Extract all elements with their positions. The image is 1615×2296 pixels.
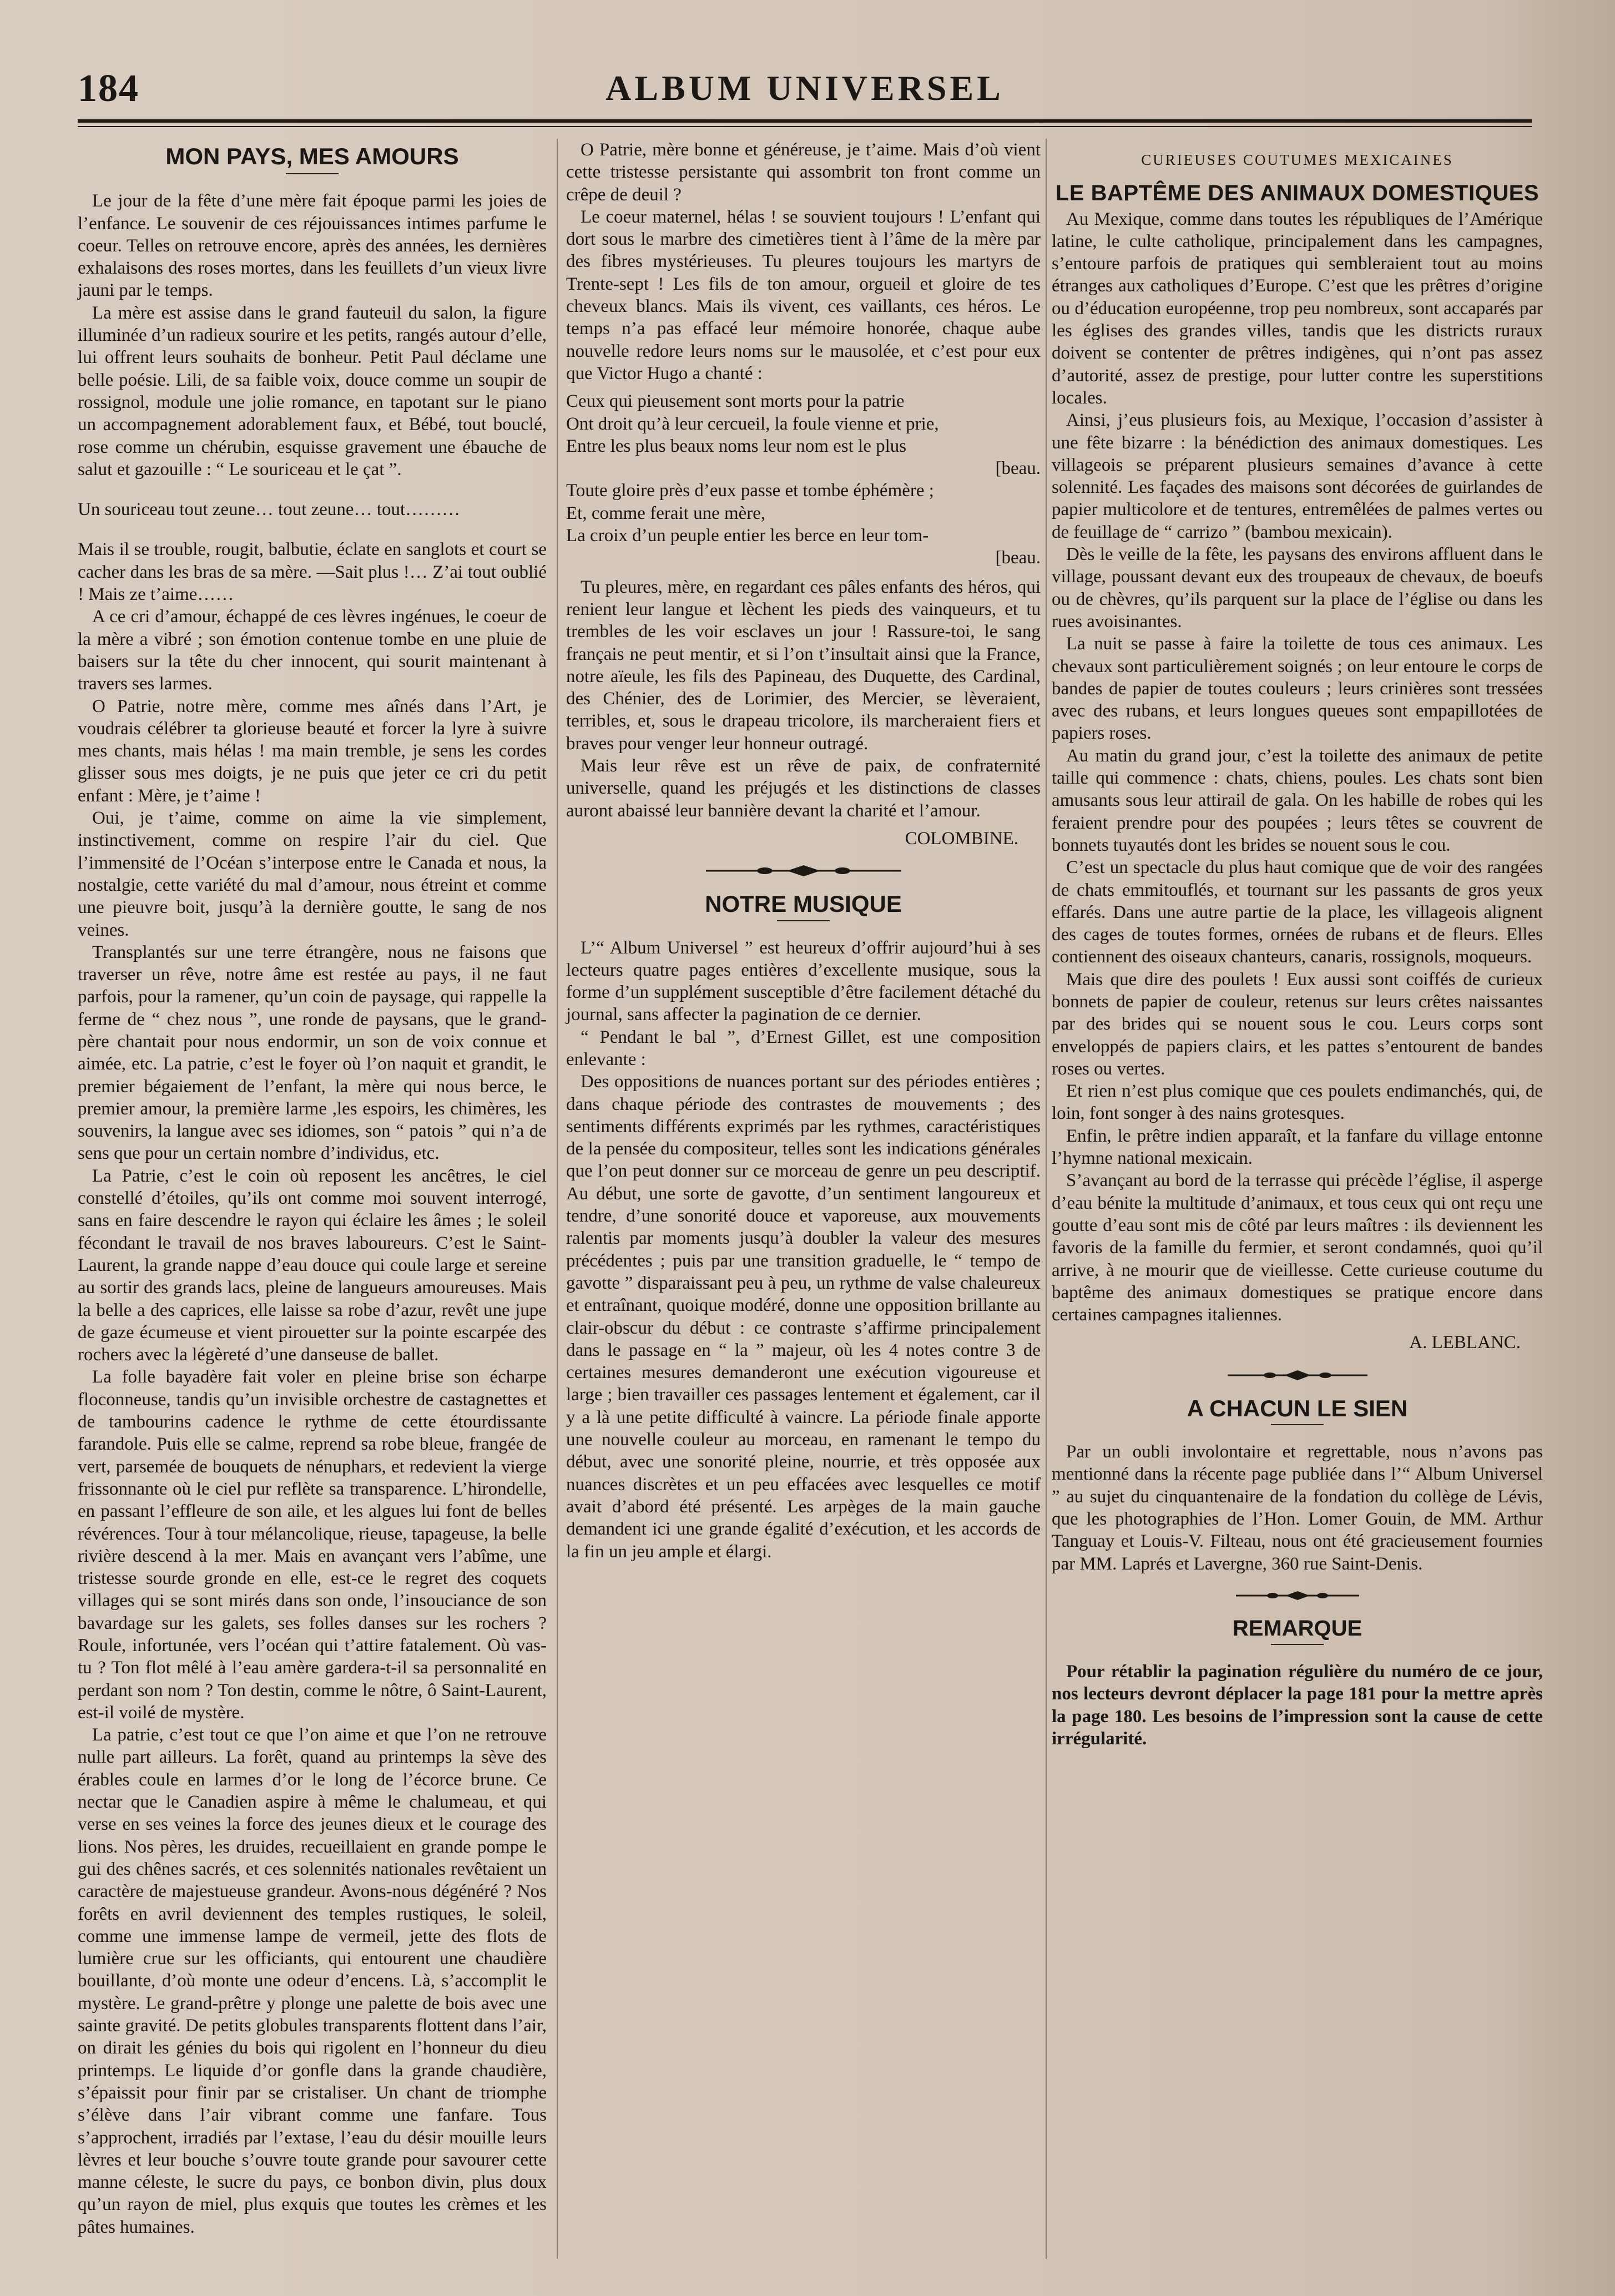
paragraph: Par un oubli involontaire et regrettable, nous n’avons pas mentionné dans la récente page publiée dans l’“ Album Universel ” au sujet du cinquantenaire de la fondation du collège de Lévis, que les photographies de l’Hon. Lomer Gouin, de MM. Arthur Tanguay et Louis-V. Filteau, nous ont été gracieusement fournies par MM. Laprés et Lavergne, 360 rue Saint-Denis. (1052, 1442, 1543, 1574)
paragraph: O Patrie, mère bonne et généreuse, je t’aime. Mais d’où vient cette tristesse persistante qui assombrit ton front comme un crêpe de deuil ? (566, 140, 1041, 205)
signature: COLOMBINE. (905, 828, 1018, 849)
poem-line: La croix d’un peuple entier les berce en leur tom- (566, 526, 929, 546)
ornament-divider (1225, 1369, 1370, 1382)
poem-line: Ont droit qu’à leur cercueil, la foule vienne et prie, (566, 413, 939, 434)
paragraph: Transplantés sur une terre étrangère, nous ne faisons que traverser un rêve, notre âme est restée au pays, il ne faut parfois, pour la ramener, qu’un coin de paysage, qui rappelle la ferme de “ chez nous ”, une ronde de paysans, que le grand-père chantait pour nous endormir, un son de voix connue et aimée, etc. La patrie, c’est le foyer où l’on naquit et grandit, le premier bégaiement de l’enfant, la mère qui nous berce, le premier amour, la première larme ,les espoirs, les chimères, les souvenirs, la langue avec ses idiomes, son “ patois ” qui n’a de sens que pour un certain nombre d’individus, etc. (78, 942, 547, 1164)
title-rule (1271, 1424, 1324, 1425)
paragraph: La Patrie, c’est le coin où reposent les ancêtres, le ciel constellé d’étoiles, qu’ils ont comme moi souvent interrogé, sans en faire descendre le rayon qui éclaire les âmes ; le soleil fécondant le travail de nos braves laboureurs. C’est le Saint-Laurent, la grande nappe d’eau douce qui coule large et sereine au sortir des grands lacs, pleine de langueurs amoureuses. Mais la belle a des caprices, elle laisse sa robe d’azur, revêt une jupe de gaze écumeuse et vient pirouetter sur la pointe escarpée des rochers avec la légèreté d’une danseuse de ballet. (78, 1165, 547, 1365)
paragraph: Un souriceau tout zeune… tout zeune… tout……… (78, 499, 461, 520)
paragraph: Des oppositions de nuances portant sur des périodes entières ; dans chaque période des contrastes de mouvements ; des sentiments différents exprimés par les rythmes, caractéristiques de la pensée du compositeur, telles sont les indications générales que l’on peut donner sur ce morceau de genre un peu descriptif. Au début, une sorte de gavotte, d’un sentiment langoureux et tendre, d’une sonorité douce et vaporeuse, aux mouvements ralentis par moments jusqu’à doubler la valeur des mesures précédentes ; puis par une transition graduelle, le “ tempo de gavotte ” disparaissant peu à peu, un rythme de valse chaleureux et entraînant, quoique modéré, donne une opposition brillante au clair-obscur du début : ce contraste s’affirme principalement dans le passage en “ la ” majeur, où les 4 notes contre 3 de certaines mesures demanderont une exécution vigoureuse et large ; bien travailler ces passages lentement et également, car il y a là une petite difficulté à vaincre. La période finale apporte une nouvelle couleur au morceau, en ramenant le tempo du début, avec une sonorité pleine, nourrie, et très opposée aux nuances discrètes et un peu effacées avec lesquelles ce motif avait d’abord été présenté. Les arpèges de la main gauche demandent ici une grande égalité d’exécution, et les accords de la fin un jeu ample et élargi. (566, 1072, 1041, 1562)
page-header (78, 67, 1532, 128)
ornament-divider (1234, 1589, 1361, 1602)
article-kicker: CURIEUSES COUTUMES MEXICAINES (1141, 152, 1454, 168)
title-rule (777, 920, 830, 921)
journal-title: ALBUM UNIVERSEL (605, 68, 1004, 108)
paragraph: C’est un spectacle du plus haut comique que de voir des rangées de chats emmitouflés, et tournant sur les passants de gros yeux effarés. Dans une autre partie de la place, les villageois alignent des cages de toutes formes, ornées de rubans et de fleurs. Elles contiennent des oiseaux chanteurs, canaris, rossignols, moqueurs. (1052, 857, 1543, 967)
poem-line: Entre les plus beaux noms leur nom est le plus (566, 436, 907, 456)
paragraph: La mère est assise dans le grand fauteuil du salon, la figure illuminée d’un radieux sourire et les petits, rangés autour d’elle, lui offrent leurs souhaits de bonheur. Petit Paul déclame une belle poésie. Lili, de sa faible voix, douce comme un soupir de rossignol, module une jolie romance, en tapotant sur le piano un accompagnement adorablement faux, et Bébé, tout bouclé, rose comme un chérubin, esquisse gravement une ébauche de salut et gazouille : “ Le souriceau et le çat ”. (78, 302, 547, 480)
header-rule (78, 119, 1532, 123)
article-title: A CHACUN LE SIEN (1187, 1395, 1408, 1421)
paragraph: Ainsi, j’eus plusieurs fois, au Mexique, l’occasion d’assister à une fête bizarre : la bénédiction des animaux domestiques. Les villageois se préparent plusieurs semaines d’avance à cette solennité. Les façades des maisons sont décorées de guirlandes de papier multicolore et de tentures, entremêlées de palmes vertes ou de feuillage de “ carrizo ” (bambou mexicain). (1052, 410, 1543, 542)
paragraph: La patrie, c’est tout ce que l’on aime et que l’on ne retrouve nulle part ailleurs. La forêt, quand au printemps la sève des érables coule en larmes d’or le long de l’écorce brune. Ce nectar que le Canadien aspire à même le chalumeau, et qui verse en ses veines la force des jeunes dieux et le courage des lions. Nos pères, les druides, recueillaient en grande pompe le gui des chênes sacrés, et ces solennités nationales revêtaient un caractère de majestueuse grandeur. Avons-nous dégénéré ? Nos forêts en avril deviennent des temples rustiques, le soleil, comme une immense lampe de vermeil, jette des flots de lumière crue sur les officiants, qui entourent une chaudière bouillante, d’où monte une odeur d’encens. Là, s’accomplit le mystère. Le grand-prêtre y plonge une palette de bois avec une sainte gravité. De petits globules transparents flottent dans l’air, on dirait les génies du bois qui rigolent en l’honneur du dieu printemps. Le liquide d’or gonfle dans la grande chaudière, s’épaissit pour finir par se cristaliser. Un chant de triomphe s’élève dans l’air vibrant comme une fanfare. Tous s’approchent, irradiés par l’extase, l’eau du désir mouille leurs lèvres et leur bouche s’ouvre toute grande pour savourer cette manne céleste, le sucre du pays, ce bonbon divin, plus doux qu’un rayon de miel, plus exquis que toutes les crèmes et les pâtes humaines. (78, 1725, 547, 2237)
poem-line: [beau. (995, 458, 1041, 479)
paragraph: Le jour de la fête d’une mère fait époque parmi les joies de l’enfance. Le souvenir de ces réjouissances intimes parfume le coeur. Telles on retrouve encore, après des années, les dernières exhalaisons des roses mortes, dans les feuillets d’un vieux livre jauni par le temps. (78, 191, 547, 301)
article-title: REMARQUE (1232, 1616, 1362, 1641)
column-left (78, 139, 547, 2238)
paragraph: Au Mexique, comme dans toutes les républiques de l’Amérique latine, le culte catholique, principalement dans les campagnes, s’entoure parfois de pratiques qui sembleraient tout au moins étranges aux catholiques d’Europe. C’est que les prêtres d’origine ou d’éducation européenne, trop peu nombreux, sont accaparés par les églises des grandes villes, tandis que les districts ruraux doivent se contenter de prêtres indigènes, qui n’ont pas assez d’autorité, assez de prestige, pour lutter contre les superstitions locales. (1052, 209, 1543, 408)
article-title: MON PAYS, MES AMOURS (165, 143, 459, 169)
poem-line: Et, comme ferait une mère, (566, 503, 766, 523)
title-rule (1271, 1644, 1324, 1645)
remarque-body (1052, 1661, 1543, 1750)
paragraph: Oui, je t’aime, comme on aime la vie simplement, instinctivement, comme on respire l’air du ciel. Que l’immensité de l’Océan s’interpose entre le Canada et nous, la nostalgie, cette variété du mal d’amour, nous étreint et comme une pieuvre boit, jusqu’à la dernière goutte, le sang de nos veines. (78, 808, 547, 940)
paragraph: L’“ Album Universel ” est heureux d’offrir aujourd’hui à ses lecteurs quatre pages entières d’excellente musique, sous la forme d’un supplément susceptible d’être facilement détaché du journal, sans affecter la pagination de ce dernier. (566, 937, 1041, 1025)
column-right (1052, 139, 1543, 1750)
paragraph: “ Pendant le bal ”, d’Ernest Gillet, est une composition enlevante : (566, 1027, 1041, 1069)
paragraph: S’avançant au bord de la terrasse qui précède l’église, il asperge d’eau bénite la multitude d’animaux, et tous ceux qui ont reçu une goutte d’eau sont mis de côté par leurs maîtres : ils deviennent les favoris de la famille du fermier, et seront condamnés, quoi qu’il arrive, à ne mourir que de vieillesse. Cette curieuse coutume du baptême des animaux domestiques se pratique encore dans certaines campagnes italiennes. (1052, 1170, 1543, 1325)
title-rule (286, 173, 339, 174)
paragraph: Pour rétablir la pagination régulière du numéro de ce jour, nos lecteurs devront déplacer la page 181 pour la mettre après la page 180. Les besoins de l’impression sont la cause de cette irrégularité. (1052, 1662, 1543, 1749)
paragraph: Et rien n’est plus comique que ces poulets endimanchés, qui, de loin, font songer à des nains grotesques. (1052, 1081, 1543, 1124)
article-title: NOTRE MUSIQUE (705, 891, 902, 917)
header-rule-thin (78, 126, 1532, 127)
article-title: LE BAPTÊME DES ANIMAUX DOMESTIQUES (1055, 181, 1540, 206)
column-divider (557, 139, 558, 2259)
paragraph: Au matin du grand jour, c’est la toilette des animaux de petite taille qui commence : chats, chiens, poules. Les chats sont bien amusants sous leur attirail de gala. On les habille de robes qui les feraient prendre pour des poupées ; leurs têtes se couvrent de bonnets tuyautés dont les brides se nouent sous le cou. (1052, 745, 1543, 855)
paragraph: Le coeur maternel, hélas ! se souvient toujours ! L’enfant qui dort sous le marbre des cimetières tient à l’âme de la mère par des fibres mystérieuses. Tu pleures toujours les martyrs de Trente-sept ! Les fils de ton amour, orgueil et gloire de tes cheveux blancs. Mais ils vivent, ces vaillants, ces héros. Le temps n’a pas effacé leur mémoire honorée, chaque aube nouvelle redore leurs noms sur le mausolée, et c’est pour eux que Victor Hugo a chanté : (566, 206, 1041, 383)
paragraph: Enfin, le prêtre indien apparaît, et la fanfare du village entonne l’hymne national mexicain. (1052, 1126, 1543, 1169)
paragraph: O Patrie, notre mère, comme mes aînés dans l’Art, je voudrais célébrer ta glorieuse beauté et forcer la lyre à suivre mes chants, mais hélas ! ma main tremble, je sens les cordes glisser sous mes doigts, je ne puis que jeter ce cri du petit enfant : Mère, je t’aime ! (78, 696, 547, 806)
poem (566, 390, 1041, 569)
paragraph: Mais leur rêve est un rêve de paix, de confraternité universelle, quand les préjugés et les distinctions de classes auront abaissé leur bannière devant la charité et l’amour. (566, 756, 1041, 821)
paragraph: Mais que dire des poulets ! Eux aussi sont coiffés de curieux bonnets de papier de couleur, retenus sur leurs crêtes naissantes par des brides qui se nouent sous le cou. Leurs corps sont enveloppés de papiers clairs, et les pattes s’entourent de bandes roses ou vertes. (1052, 969, 1543, 1079)
poem-line: [beau. (995, 548, 1041, 568)
paragraph: Mais il se trouble, rougit, balbutie, éclate en sanglots et court se cacher dans les bras de sa mère. —Sait plus !… Z’ai tout oublié ! Mais ze t’aime…… (78, 539, 547, 605)
paragraph: A ce cri d’amour, échappé de ces lèvres ingénues, le coeur de la mère a vibré ; son émotion contenue tombe en une pluie de baisers sur la tête du cher innocent, qui sourit maintenant à travers ses larmes. (78, 607, 547, 694)
paragraph: La folle bayadère fait voler en pleine brise son écharpe floconneuse, tandis qu’un invisible orchestre de castagnettes et de tambourins cadence le rythme de cette étourdissante farandole. Puis elle se calme, reprend sa robe bleue, frangée de vert, parsemée de bouquets de nénuphars, et redevient la vierge frissonnante où le ciel pur reflète sa transparence. L’hirondelle, en passant l’effleure de son aile, et les algues lui font de belles révérences. Tour à tour mélancolique, rieuse, tapageuse, la belle rivière descend à la mer. Mais en avançant vers l’abîme, une tristesse sourde gronde en elle, est-ce le regret des coquets villages qui se sont mirés dans son onde, l’insouciance de son bavardage sur les galets, ses folles danses sur les rochers ? Roule, infortunée, vers l’océan qui t’attire fatalement. Où vas-tu ? Ton flot mêlé à l’eau amère gardera-t-il sa personnalité en perdant son nom ? Ton destin, comme le nôtre, ô Saint-Laurent, est-il voilé de mystère. (78, 1367, 547, 1723)
ornament-divider (704, 864, 904, 877)
column-middle (566, 139, 1041, 1563)
column-divider (1046, 139, 1047, 2259)
paragraph: Tu pleures, mère, en regardant ces pâles enfants des héros, qui renient leur langue et lèchent les pieds des vainqueurs, et tu trembles de les voir esclaves un jour ! Rassure-toi, le sang français ne peut mentir, et si l’on t’insultait ainsi que la France, notre aïeule, les fils des Papineau, des Duquette, des Cardinal, des Chénier, des de Lorimier, des Mercier, se lèveraient, terribles, et, sous le drapeau tricolore, ils marcheraient fiers et braves pour venger leur honneur outragé. (566, 577, 1041, 754)
poem-line: Ceux qui pieusement sont morts pour la patrie (566, 391, 905, 412)
signature: A. LEBLANC. (1409, 1333, 1521, 1353)
poem-line: Toute gloire près d’eux passe et tombe éphémère ; (566, 481, 934, 501)
paragraph: Dès le veille de la fête, les paysans des environs affluent dans le village, poussant devant eux des troupeaux de chevaux, de boeufs ou de chèvres, qu’ils parquent sur la place de l’église ou dans les rues avoisinantes. (1052, 544, 1543, 632)
paragraph: La nuit se passe à faire la toilette de tous ces animaux. Les chevaux sont particulièrement soignés ; on leur entoure le corps de bandes de papier de toutes couleurs ; leurs crinières sont tressées avec des rubans, et leurs longues queues sont empapillotées de papiers roses. (1052, 634, 1543, 744)
page-number: 184 (78, 67, 139, 110)
